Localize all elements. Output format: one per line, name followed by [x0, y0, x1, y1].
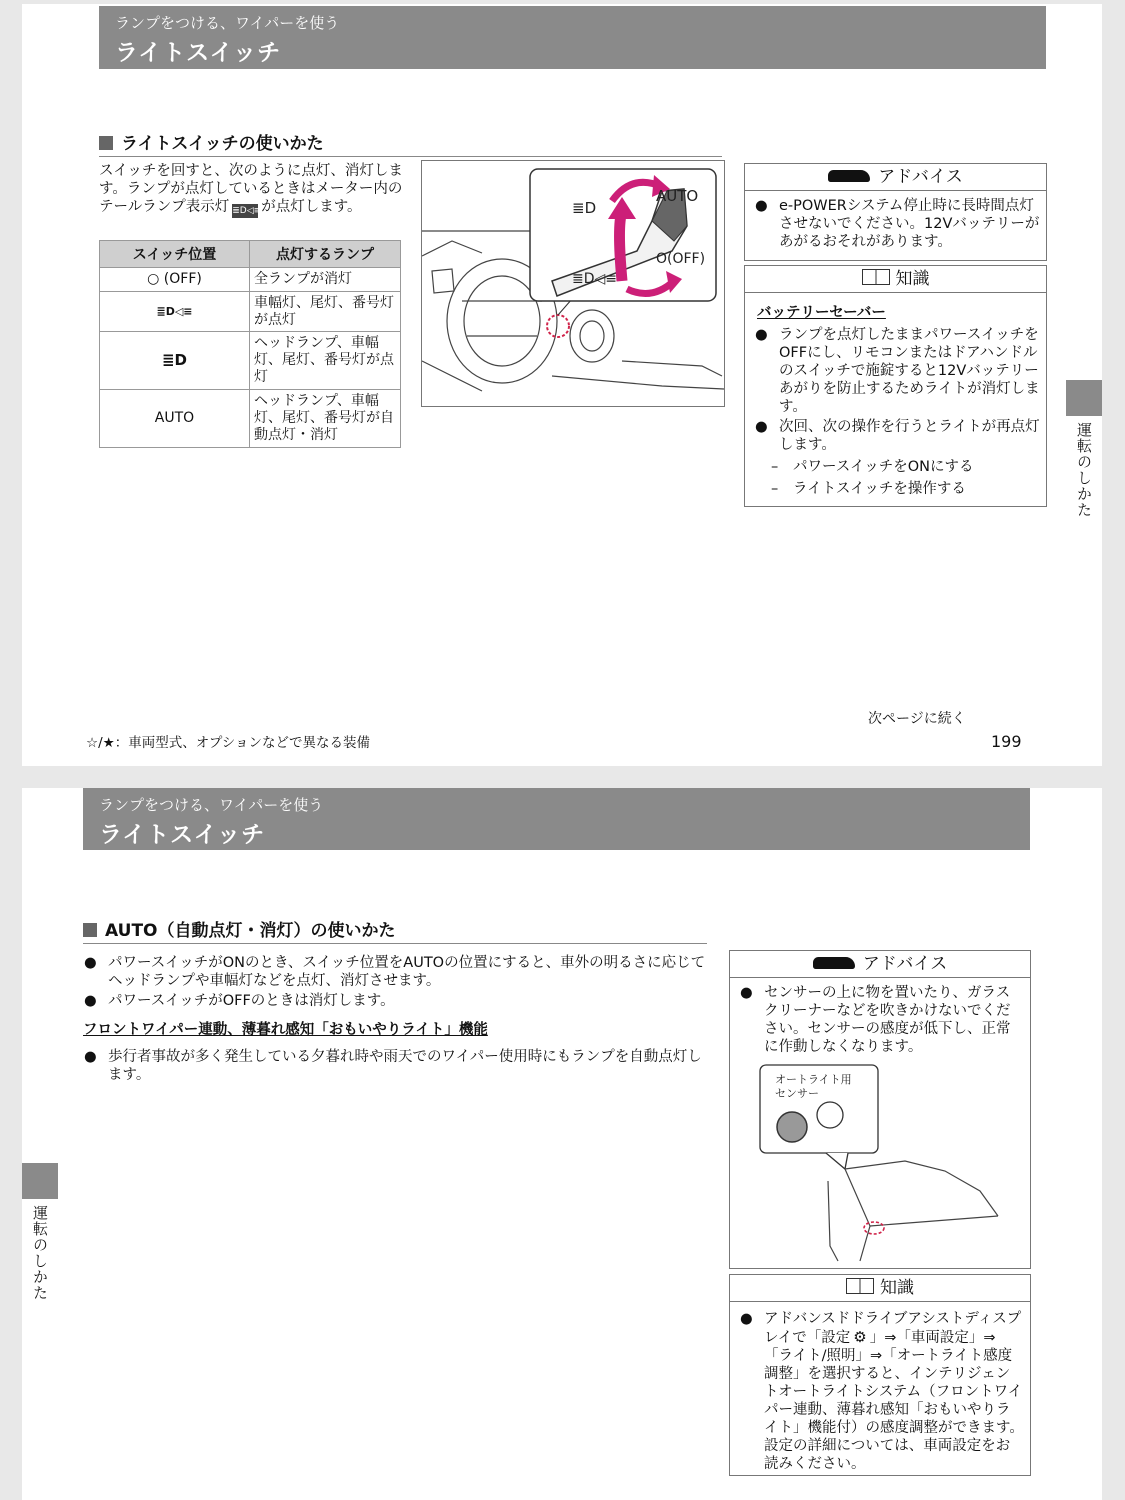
headlamp-symbol-icon: ≣D	[572, 199, 597, 217]
page-banner	[83, 788, 1030, 850]
tail-lamp-indicator-icon: ≣D◁≡	[232, 206, 262, 216]
banner-subtitle: ランプをつける、ワイパーを使う	[99, 796, 324, 814]
side-tab-block	[22, 1163, 58, 1199]
wiper-bullets	[74, 1048, 714, 1084]
position-auto: AUTO	[100, 390, 250, 448]
knowledge-subitem: – ライトスイッチを操作する	[771, 481, 966, 497]
position-off: ○ (OFF)	[100, 268, 250, 292]
banner-title: ライトスイッチ	[115, 40, 282, 66]
auto-light-sensor-illustration	[730, 1061, 1028, 1266]
knowledge-item: ● ランプを点灯したままパワースイッチをOFFにし、リモコンまたはドアハンドルのスイッチで施錠すると12Vバッテリーあがりを防止するためライトが消灯します。	[755, 327, 1040, 415]
section-marker	[83, 923, 97, 937]
switch-position-table	[99, 240, 401, 448]
table-header-position: スイッチ位置	[100, 241, 250, 268]
table-header-lamp: 点灯するランプ	[250, 241, 401, 268]
rotation-arrow-up	[620, 211, 623, 281]
advice-item: ● センサーの上に物を置いたり、ガラスクリーナーなどを吹きかけないでください。センサーの感度が低下し、正常に作動しなくなります。	[740, 985, 1011, 1055]
tail-lamp-position-icon: ≣D◁≡	[100, 292, 250, 332]
footer-note: ☆/★：車両型式、オプションなどで異なる装備	[86, 735, 371, 751]
car-icon	[828, 170, 870, 182]
bullet-item: ● 歩行者事故が多く発生している夕暮れ時や雨天でのワイパー使用時にもランプを自動点灯します。	[84, 1049, 702, 1083]
table-row	[100, 292, 401, 332]
knowledge-header: 知識	[745, 266, 1046, 293]
table-row	[100, 332, 401, 390]
auto-bullets	[74, 954, 714, 1010]
wiper-linked-subtitle: フロントワイパー連動、薄暮れ感知「おもいやりライト」機能	[83, 1022, 488, 1038]
banner-title: ライトスイッチ	[99, 822, 266, 848]
chapter-side-tab	[22, 1163, 58, 1301]
sensor-icon	[777, 1112, 807, 1142]
off-label: O(OFF)	[656, 251, 706, 267]
knowledge-subtitle: バッテリーセーバー	[757, 305, 886, 321]
advice-box	[729, 950, 1031, 1269]
headlamp-position-icon: ≣D	[100, 332, 250, 390]
manual-page-199	[22, 4, 1102, 766]
book-icon	[846, 1278, 874, 1294]
manual-page-200	[22, 788, 1102, 1500]
tail-lamp-symbol-icon: ≣D◁≡	[572, 271, 618, 287]
sensor-location-marker	[864, 1222, 884, 1234]
intro-text: スイッチを回すと、次のように点灯、消灯します。ランプが点灯しているときはメーター内のテールランプ表示灯 ≣D◁≡が点灯します。	[99, 163, 403, 216]
car-icon	[813, 957, 855, 969]
table-row	[100, 268, 401, 292]
table-row	[100, 390, 401, 448]
sensor-label-2: センサー	[775, 1087, 819, 1100]
chapter-side-tab	[1066, 380, 1102, 518]
knowledge-box	[729, 1274, 1031, 1476]
lamp-cell: 全ランプが消灯	[250, 268, 401, 292]
section-title: ライトスイッチの使いかた	[99, 129, 722, 157]
auto-label: AUTO	[656, 187, 699, 205]
knowledge-box	[744, 265, 1047, 507]
knowledge-header: 知識	[730, 1275, 1030, 1302]
advice-header: アドバイス	[730, 951, 1030, 978]
knowledge-item: ● 次回、次の操作を行うとライトが再点灯します。	[755, 419, 1040, 453]
side-tab-label: 運転のしかた	[31, 1205, 49, 1301]
lamp-cell: 車幅灯、尾灯、番号灯が点灯	[250, 292, 401, 332]
page-banner	[99, 6, 1046, 69]
section-title: AUTO（自動点灯・消灯）の使いかた	[83, 916, 707, 944]
page-number: 199	[991, 732, 1022, 751]
gear-icon: ⚙	[853, 1328, 867, 1346]
knowledge-item: ● アドバンスドドライブアシストディスプレイで「設定 ⚙ 」⇒「車両設定」⇒「ライト/照明」⇒「オートライト感度調整」を選択すると、インテリジェントオートライトシステム（フロントワイパー連動、薄暮れ感知「おもいやりライト」機能付）の感度調整ができます。 設定の詳細については、車両設定をお読みください。	[740, 1311, 1024, 1472]
lamp-cell: ヘッドランプ、車幅灯、尾灯、番号灯が自動点灯・消灯	[250, 390, 401, 448]
side-tab-block	[1066, 380, 1102, 416]
side-tab-label: 運転のしかた	[1075, 422, 1093, 518]
lamp-cell: ヘッドランプ、車幅灯、尾灯、番号灯が点灯	[250, 332, 401, 390]
bullet-item: ● パワースイッチがONのとき、スイッチ位置をAUTOの位置にすると、車外の明るさに応じてヘッドランプや車幅灯などを点灯、消灯させます。	[84, 955, 706, 989]
light-switch-diagram	[421, 160, 725, 407]
book-icon	[862, 269, 890, 285]
advice-header: アドバイス	[745, 164, 1046, 191]
section-marker	[99, 136, 113, 150]
continued-note: 次ページに続く	[868, 711, 966, 727]
bullet-item: ● パワースイッチがOFFのときは消灯します。	[84, 993, 395, 1009]
banner-subtitle: ランプをつける、ワイパーを使う	[115, 14, 340, 32]
sensor-label-1: オートライト用	[775, 1073, 852, 1086]
knowledge-subitem: – パワースイッチをONにする	[771, 459, 974, 475]
advice-item: ● e-POWERシステム停止時に長時間点灯させないでください。12Vバッテリーがあがるおそれがあります。	[755, 198, 1040, 250]
switch-location-marker	[547, 315, 569, 337]
advice-box	[744, 163, 1047, 261]
diagram-illustration	[422, 161, 724, 406]
